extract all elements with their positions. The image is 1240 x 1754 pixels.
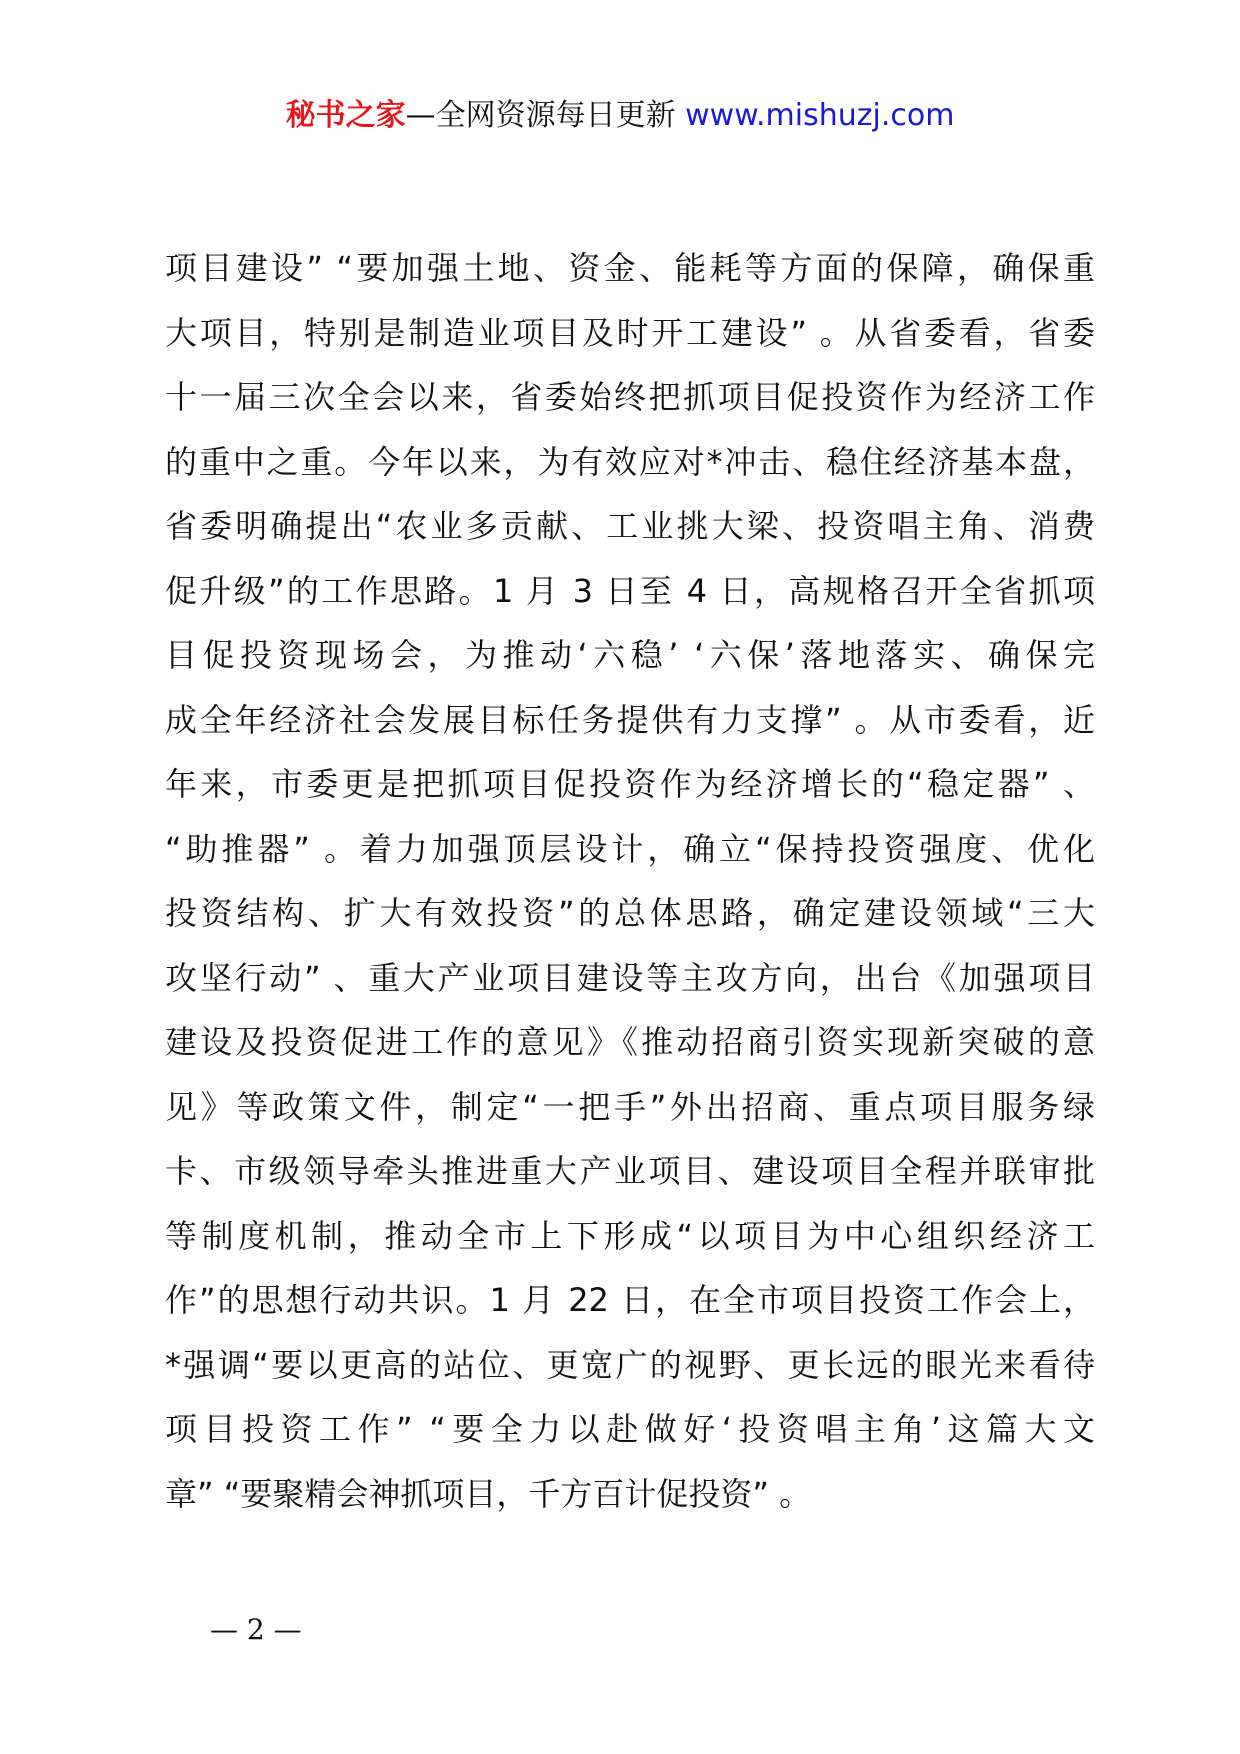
body-line: *强调“要以更高的站位、更宽广的视野、更长远的眼光来看待 [165, 1345, 1095, 1384]
body-line: 章” “要聚精会神抓项目，千方百计促投资” 。 [165, 1474, 812, 1513]
body-line: 攻坚行动” 、重大产业项目建设等主攻方向，出台《加强项目 [165, 958, 1095, 997]
body-line: 等制度机制，推动全市上下形成“以项目为中心组织经济工 [165, 1216, 1095, 1255]
site-url-link[interactable]: www.mishuzj.com [685, 98, 955, 133]
body-line: 目促投资现场会，为推动‘六稳’ ‘六保’落地落实、确保完 [165, 636, 1095, 674]
document-body [165, 236, 1095, 1526]
body-line: 省委明确提出“农业多贡献、工业挑大梁、投资唱主角、消费 [165, 507, 1095, 545]
body-line: 项目投资工作” “要全力以赴做好‘投资唱主角’这篇大文 [165, 1410, 1095, 1448]
site-brand: 秘书之家 [285, 98, 406, 133]
site-tagline: —全网资源每日更新 [405, 98, 676, 133]
body-line: 的重中之重。今年以来，为有效应对*冲击、稳住经济基本盘， [165, 442, 1095, 481]
page-number: — 2 — [210, 1613, 302, 1646]
body-line: “助推器” 。着力加强顶层设计，确立“保持投资强度、优化 [165, 829, 1095, 868]
body-line: 成全年经济社会发展目标任务提供有力支撑” 。从市委看，近 [165, 700, 1095, 739]
site-header [0, 96, 1240, 136]
body-line: 项目建设” “要加强土地、资金、能耗等方面的保障，确保重 [165, 249, 1095, 287]
body-line: 促升级”的工作思路。1 月 3 日至 4 日，高规格召开全省抓项 [165, 571, 1095, 610]
body-line: 年来，市委更是把抓项目促投资作为经济增长的“稳定器” 、 [165, 765, 1095, 803]
body-line: 卡、市级领导牵头推进重大产业项目、建设项目全程并联审批 [165, 1152, 1095, 1190]
body-line: 见》等政策文件，制定“一把手”外出招商、重点项目服务绿 [165, 1087, 1095, 1126]
body-line: 十一届三次全会以来，省委始终把抓项目促投资作为经济工作 [165, 378, 1095, 416]
body-line: 投资结构、扩大有效投资”的总体思路，确定建设领域“三大 [165, 894, 1095, 932]
body-line: 建设及投资促进工作的意见》《推动招商引资实现新突破的意 [165, 1023, 1095, 1061]
body-line: 作”的思想行动共识。1 月 22 日，在全市项目投资工作会上， [165, 1281, 1095, 1319]
body-line: 大项目，特别是制造业项目及时开工建设” 。从省委看，省委 [165, 313, 1095, 352]
